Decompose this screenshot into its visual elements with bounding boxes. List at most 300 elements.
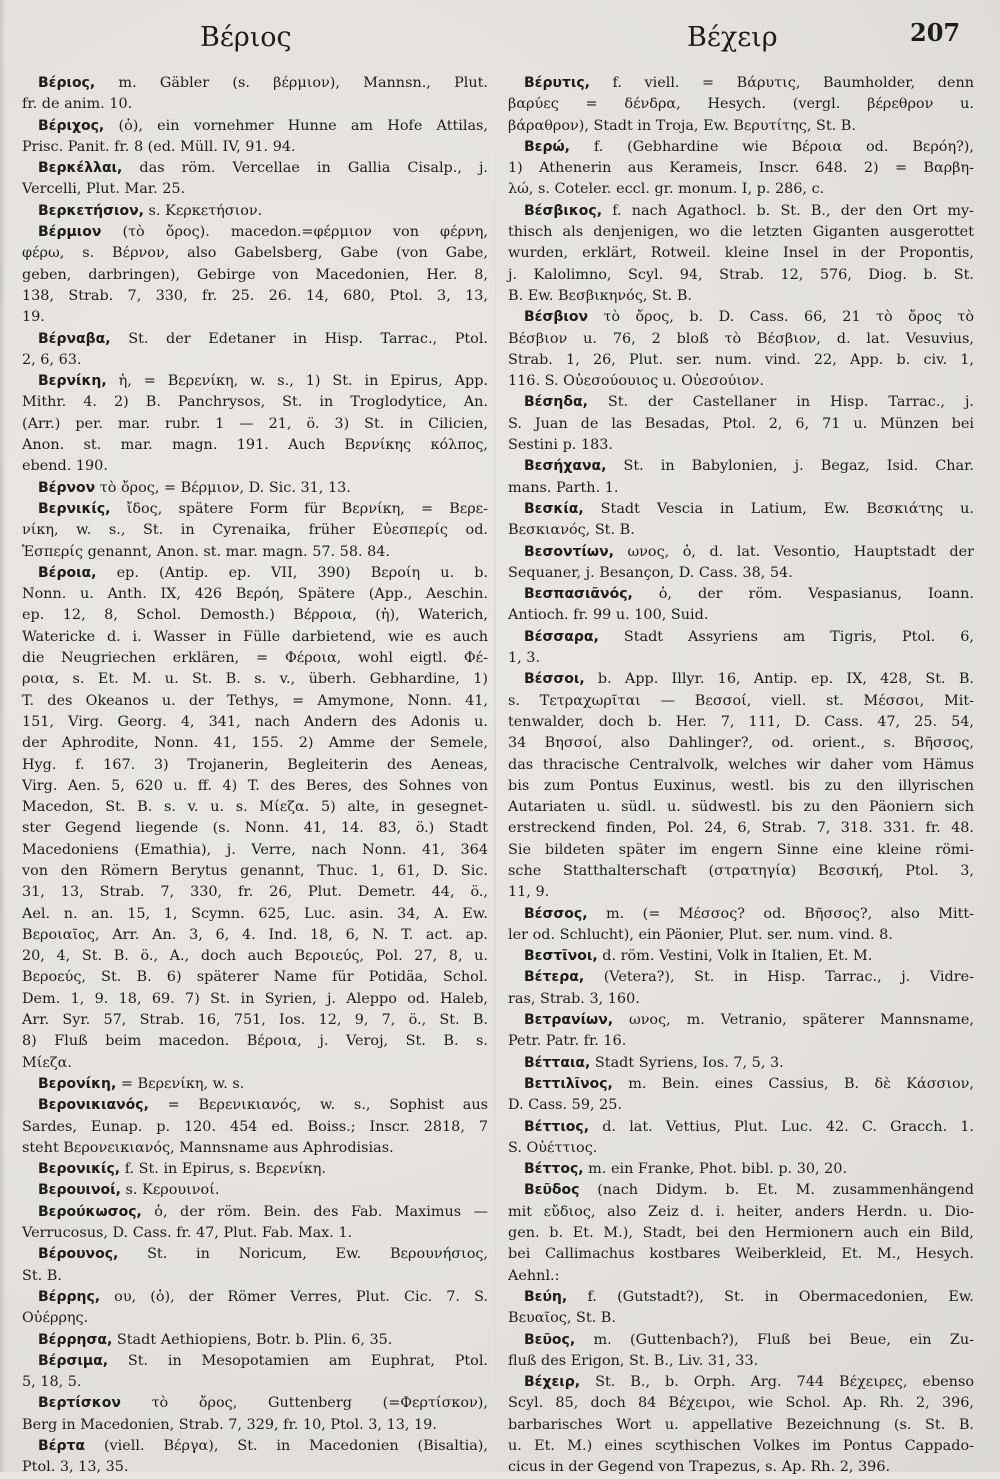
entry-text: ωνος, m. Vetranio, späterer Mannsname, — [628, 1012, 974, 1029]
entry-line — [22, 904, 488, 925]
entry-line — [22, 520, 488, 541]
entry-text: λώ, s. Coteler. eccl. gr. monum. I, p. 286, c. — [508, 181, 825, 198]
entry-text: Mithr. 4. 2) B. Panchrysos, St. in Troglodytice, An. — [22, 394, 488, 411]
entry-text: f. St. in Epirus, s. Βερενίκη. — [124, 1161, 326, 1178]
dictionary-entry — [508, 1074, 974, 1117]
entry-line — [508, 243, 974, 264]
entry-text: ster Gegend liegende (s. Nonn. 41, 14. 83, ö.) Stadt — [22, 820, 488, 837]
entry-text: Stadt Vescia in Latium, Ew. Βεσκιάτης u. — [600, 500, 975, 517]
entry-line — [22, 776, 488, 797]
dictionary-entry — [508, 669, 974, 903]
entry-headword: Βεσκία, — [524, 500, 584, 517]
entry-line — [22, 1223, 488, 1244]
entry-text: Vercelli, Plut. Mar. 25. — [22, 181, 186, 198]
entry-line — [22, 712, 488, 733]
entry-line — [508, 350, 974, 371]
entry-line — [508, 329, 974, 350]
entry-line — [22, 179, 488, 200]
entry-text: St. B. — [22, 1267, 62, 1284]
entry-text: βαρύες = δένδρα, Hesych. (vergl. βέρεθρον u. — [508, 96, 974, 113]
entry-text: sche Statthalterschaft (στρατηγία) Βεσσική, Ptol. 3, — [508, 862, 974, 879]
entry-line — [508, 94, 974, 115]
entry-text: 19. — [22, 309, 45, 326]
entry-headword: Βερτίσκον — [38, 1395, 121, 1412]
entry-headword: Βέσσοι, — [524, 671, 585, 688]
entry-line — [22, 499, 488, 520]
entry-line — [508, 989, 974, 1010]
entry-headword: Βέρυτις, — [524, 75, 590, 91]
entry-line — [22, 1244, 488, 1265]
entry-text: f. viell. = Βάρυτις, Baumholder, denn — [612, 75, 974, 91]
entry-line — [508, 1010, 974, 1031]
entry-line — [22, 329, 488, 350]
entry-text: cicus in der Gegend von Trapezus, s. Ap. Rh. 2, 396. — [508, 1459, 891, 1476]
entry-line — [508, 1457, 974, 1478]
dictionary-entry — [508, 456, 974, 499]
entry-headword: Βεσήχανα, — [524, 458, 607, 475]
entry-line — [22, 478, 488, 499]
entry-line — [22, 967, 488, 988]
entry-line — [508, 861, 974, 882]
entry-text: m. (= Μέσσος? od. Βῆσσος?, also Mitt- — [605, 905, 975, 922]
entry-text: νίκη, w. s., St. in Cyrenaika, früher Εὐεσπερίς od. — [22, 522, 488, 539]
dictionary-entry — [508, 1053, 974, 1074]
dictionary-entry — [508, 627, 974, 670]
dictionary-entry — [22, 201, 488, 222]
entry-line — [508, 1415, 974, 1436]
entry-text: = Βερενίκη, w. s. — [120, 1075, 245, 1092]
dictionary-entry — [508, 1287, 974, 1330]
entry-line — [22, 286, 488, 307]
entry-text: 8) Fluß beim macedon. Βέροια, j. Veroj, St. B. s. — [22, 1033, 488, 1050]
entry-headword: Βέσσος, — [524, 905, 588, 922]
entry-text: 138, Strab. 7, 330, fr. 25. 26. 14, 680, Ptol. 3, 13, — [22, 287, 488, 304]
dictionary-entry — [22, 1393, 488, 1436]
dictionary-entry — [22, 329, 488, 372]
entry-text: bis zum Pontus Euxinus, westl. bis zu den illyrischen — [508, 777, 974, 794]
entry-text: 11, 9. — [508, 884, 550, 901]
entry-text: B. Ew. Βεσβικηνός, St. B. — [508, 287, 692, 304]
entry-line — [508, 1436, 974, 1457]
entry-line — [508, 776, 974, 797]
entry-line — [508, 1180, 974, 1201]
entry-line — [508, 158, 974, 179]
dictionary-entry — [22, 1244, 488, 1287]
entry-text: 1) Athenerin aus Kerameis, Inscr. 648. 2) = Βαρβη- — [508, 160, 974, 177]
entry-line — [22, 840, 488, 861]
entry-headword: Βερκετήσιον, — [38, 202, 144, 219]
dictionary-entry — [508, 1159, 974, 1180]
entry-line — [22, 669, 488, 690]
entry-text: Sie bildeten später im engern Sinne eine kleine römi- — [508, 841, 974, 858]
entry-text: Ἑσπερίς genannt, Anon. st. mar. magn. 57. 58. 84. — [22, 543, 391, 560]
entry-text: Prisc. Panit. fr. 8 (ed. Müll. IV, 91. 94. — [22, 138, 296, 155]
entry-text: Βεροιαῖος, Arr. An. 3, 6, 4. Ind. 18, 6, N. T. act. ap. — [22, 926, 488, 943]
entry-text: S. Juan de las Besadas, Ptol. 2, 6, 71 u. Münzen bei — [508, 415, 974, 432]
dictionary-entry — [508, 73, 974, 137]
entry-text: Stadt Syriens, Ios. 7, 5, 3. — [594, 1054, 784, 1071]
entry-headword: Βέτταια, — [524, 1054, 591, 1071]
entry-line — [22, 307, 488, 328]
entry-line — [22, 414, 488, 435]
entry-line — [508, 797, 974, 818]
entry-line — [22, 542, 488, 563]
entry-headword: Βερνίκη, — [38, 373, 107, 390]
entry-line — [508, 201, 974, 222]
entry-line — [22, 1457, 488, 1478]
entry-text: Nonn. u. Anth. IX, 426 Βερόη, Spätere (App., Aeschin. — [22, 586, 488, 603]
entry-text: ου, (ὁ), der Römer Verres, Plut. Cic. 7. S. — [114, 1288, 488, 1305]
entry-text: Autariaten u. südl. u. südwestl. bis zu den Päoniern sich — [508, 799, 974, 816]
entry-headword: Βεσπασιᾶνός, — [524, 586, 633, 603]
entry-text: τὸ ὄρος, b. D. Cass. 66, 21 τὸ ὄρος τὸ — [603, 309, 974, 326]
entry-text: m. Bein. eines Cassius, Β. δὲ Κάσσιον, — [628, 1075, 974, 1092]
entry-line — [22, 94, 488, 115]
entry-text: Ael. n. an. 15, 1, Scymn. 625, Luc. asin. 34, A. Ew. — [22, 905, 488, 922]
entry-headword: Βέσσαρα, — [524, 628, 599, 645]
dictionary-entry — [508, 946, 974, 967]
entry-headword: Βέρναβα, — [38, 330, 111, 347]
entry-text: Dem. 1, 9. 18, 69. 7) St. in Syrien, j. Aleppo od. Haleb, — [22, 990, 488, 1007]
dictionary-entry — [22, 158, 488, 201]
page-edge-shadow — [0, 0, 6, 1472]
entry-text: Sardes, Eunap. p. 120. 454 ed. Boiss.; Inscr. 2818, 7 — [22, 1118, 488, 1135]
entry-line — [508, 414, 974, 435]
entry-line — [508, 712, 974, 733]
entry-text: St. der Castellaner in Hisp. Tarrac., j. — [607, 394, 974, 411]
column-gutter — [494, 60, 496, 1460]
entry-text: wurden, erklärt, Rotweil. kleine Insel in der Propontis, — [508, 245, 974, 262]
entry-text: Ptol. 3, 13, 35. — [22, 1459, 129, 1476]
entry-text: 2, 6, 63. — [22, 351, 82, 368]
dictionary-entry — [22, 222, 488, 328]
entry-line — [508, 1117, 974, 1138]
entry-line — [508, 286, 974, 307]
entry-line — [22, 435, 488, 456]
entry-text: (nach Didym. b. Et. M. zusammenhängend — [597, 1182, 974, 1199]
entry-text: Macedoniens (Emathia), j. Verre, nach Nonn. 41, 364 — [22, 841, 488, 858]
entry-headword: Βέρσιμα, — [38, 1352, 109, 1369]
dictionary-entry — [508, 392, 974, 456]
dictionary-entry — [508, 1117, 974, 1160]
entry-headword: Βέρρησα, — [38, 1331, 113, 1348]
entry-line — [508, 755, 974, 776]
entry-headword: Βεῦος, — [524, 1331, 576, 1348]
entry-text: ebend. 190. — [22, 458, 108, 475]
entry-text: ep. (Antip. ep. VII, 390) Βεροίη u. b. — [116, 564, 488, 581]
entry-headword: Βέσβιον — [524, 309, 588, 326]
entry-line — [22, 818, 488, 839]
entry-line — [508, 563, 974, 584]
dictionary-entry — [508, 1010, 974, 1053]
entry-line — [508, 733, 974, 754]
dictionary-entry — [508, 584, 974, 627]
entry-headword: Βετρανίων, — [524, 1012, 614, 1029]
entry-line — [22, 605, 488, 626]
entry-line — [22, 925, 488, 946]
entry-line — [508, 605, 974, 626]
entry-text: j. Kalolimno, Scyl. 94, Strab. 12, 576, Diog. b. St. — [508, 266, 974, 283]
entry-line — [22, 1010, 488, 1031]
entry-text: 151, Virg. Georg. 4, 341, nach Andern des Adonis u. — [22, 713, 488, 730]
dictionary-entry — [508, 201, 974, 307]
entry-text: mans. Parth. 1. — [508, 479, 619, 496]
entry-headword: Βεσοντίων, — [524, 543, 614, 560]
entry-line — [508, 179, 974, 200]
dictionary-entry — [22, 499, 488, 563]
entry-line — [22, 265, 488, 286]
entry-text: thisch als denjenigen, wo die letzten Giganten ausgerottet — [508, 224, 974, 241]
entry-line — [508, 882, 974, 903]
entry-line — [508, 1138, 974, 1159]
page-number: 207 — [910, 18, 961, 47]
entry-line — [508, 904, 974, 925]
dictionary-entry — [22, 1436, 488, 1479]
entry-line — [508, 584, 974, 605]
entry-headword: Βέχειρ, — [524, 1374, 581, 1391]
entry-line — [22, 1330, 488, 1351]
entry-text: s. Τετραχωρῖται — Βεσσοί, viell. st. Μέσσοι, Mit- — [508, 692, 974, 709]
entry-text: d. lat. Vettius, Plut. Luc. 42. C. Gracch. 1. — [602, 1118, 974, 1135]
entry-text: S. Οὐέττιος. — [508, 1139, 598, 1156]
dictionary-entry — [22, 116, 488, 159]
entry-line — [22, 563, 488, 584]
entry-line — [508, 946, 974, 967]
entry-text: Βεροεύς, St. B. 6) späterer Name für Potidäa, Schol. — [22, 969, 488, 986]
entry-text: ras, Strab. 3, 160. — [508, 990, 640, 1007]
entry-text: 5, 18, 5. — [22, 1374, 82, 1391]
dictionary-entry — [508, 904, 974, 947]
entry-text: Strab. 1, 26, Plut. ser. num. vind. 22, App. b. civ. 1, — [508, 351, 974, 368]
entry-text: Arr. Syr. 57, Strab. 16, 751, Ios. 12, 9, 7, ö., St. B. — [22, 1012, 488, 1029]
entry-headword: Βερονικιανός, — [38, 1097, 149, 1114]
dictionary-entry — [22, 1095, 488, 1159]
entry-text: ler od. Schlucht), ein Päonier, Plut. ser. num. vind. 8. — [508, 926, 893, 943]
entry-headword: Βέττιος, — [524, 1118, 590, 1135]
entry-line — [508, 1372, 974, 1393]
entry-line — [22, 243, 488, 264]
entry-line — [508, 1223, 974, 1244]
entry-line — [22, 797, 488, 818]
entry-text: f. (Gebhardine wie Βέροια od. Βερόη?), — [593, 138, 974, 155]
entry-text: 34 Βησσοί, also Dahlinger?, od. orient., s. Βῆσσος, — [508, 735, 974, 752]
entry-text: das thracische Centralvolk, welches wir daher vom Hämus — [508, 756, 974, 773]
entry-line — [508, 1202, 974, 1223]
entry-line — [22, 456, 488, 477]
entry-line — [22, 861, 488, 882]
entry-headword: Βέροια, — [38, 564, 97, 581]
entry-line — [508, 840, 974, 861]
dictionary-entry — [22, 371, 488, 477]
entry-headword: Βερνικίς, — [38, 500, 111, 517]
entry-text: Watericke d. i. Wasser in Fülle darbietend, wie es auch — [22, 628, 488, 645]
entry-text: Sequaner, j. Besançon, D. Cass. 38, 54. — [508, 564, 793, 581]
entry-line — [508, 73, 974, 94]
entry-headword: Βέσβικος, — [524, 202, 603, 219]
entry-line — [508, 116, 974, 137]
entry-line — [22, 1074, 488, 1095]
entry-text: barbarisches Wort u. appellative Bezeichnung (s. St. B. — [508, 1416, 974, 1433]
entry-line — [22, 158, 488, 179]
entry-text: u. Et. M.) eines scythischen Volkes im Pontus Cappado- — [508, 1438, 974, 1454]
entry-headword: Βερώ, — [524, 138, 570, 155]
entry-text: mit εὔδιος, also Zeiz d. i. heiter, anders Herdn. u. Dio- — [508, 1203, 974, 1220]
entry-text: Petr. Patr. fr. 16. — [508, 1033, 627, 1050]
entry-text: St. der Edetaner in Hisp. Tarrac., Ptol. — [128, 330, 489, 347]
entry-text: Βευαῖος, St. B. — [508, 1310, 616, 1327]
entry-line — [22, 946, 488, 967]
dictionary-entry — [22, 1074, 488, 1095]
entry-line — [22, 1351, 488, 1372]
entry-text: St. in Babylonien, j. Begaz, Isid. Char. — [623, 458, 974, 475]
entry-line — [508, 1244, 974, 1265]
entry-text: Aehnl.: — [508, 1267, 560, 1284]
entry-text: D. Cass. 59, 25. — [508, 1097, 623, 1114]
dictionary-entry — [22, 1330, 488, 1351]
entry-text: s. Κερκετήσιον. — [148, 202, 263, 219]
entry-text: 116. S. Οὐεσούουιος u. Οὐεσούιον. — [508, 373, 764, 390]
entry-text: Βέσβιον u. 76, 2 bloß τὸ Βέσβιον, d. lat. Vesuvius, — [508, 330, 974, 347]
entry-line — [508, 669, 974, 690]
entry-text: St. in Noricum, Ew. Βερουνήσιος, — [147, 1246, 488, 1263]
entry-headword: Βέττος, — [524, 1161, 584, 1178]
entry-text: ὁ, der röm. Vespasianus, Ioann. — [658, 586, 974, 603]
dictionary-entry — [22, 1180, 488, 1201]
entry-headword: Βέρνον — [38, 479, 96, 496]
entry-text: (τὸ ὄρος). macedon.=φέρμιον von φέρνη, — [122, 224, 488, 241]
entry-line — [22, 1031, 488, 1052]
entry-text: Hyg. f. 167. 3) Trojanerin, Begleiterin des Aeneas, — [22, 756, 488, 773]
entry-line — [508, 1053, 974, 1074]
entry-headword: Βέρουνος, — [38, 1246, 119, 1263]
entry-text: m. (Guttenbach?), Fluß bei Beue, ein Zu- — [593, 1331, 975, 1348]
entry-text: (viell. Βέργα), St. in Macedonien (Bisaltia), — [103, 1438, 488, 1454]
entry-text: τὸ ὄρος, Guttenberg (=Φερτίσκον), — [151, 1395, 488, 1412]
entry-text: ἴδος, spätere Form für Βερνίκη, = Βερε- — [126, 500, 488, 517]
entry-line — [22, 1117, 488, 1138]
entry-line — [22, 882, 488, 903]
entry-text: St. B., b. Orph. Arg. 744 Βέχειρες, ebenso — [595, 1374, 974, 1391]
entry-line — [508, 967, 974, 988]
entry-line — [508, 1074, 974, 1095]
dictionary-entry — [22, 563, 488, 1074]
left-running-head: Βέριος — [200, 22, 292, 53]
entry-line — [22, 350, 488, 371]
entry-text: s. Κερουινοί. — [125, 1182, 220, 1199]
entry-headword: Βεττιλῖνος, — [524, 1075, 613, 1092]
entry-text: Scyl. 85, doch 84 Βέχειροι, wie Schol. Ap. Rh. 2, 396, — [508, 1395, 974, 1412]
entry-line — [22, 222, 488, 243]
entry-text: 20, 4, St. B. ö., A., doch auch Βεροιεύς, Pol. 27, 8, u. — [22, 948, 488, 965]
entry-line — [508, 818, 974, 839]
entry-text: m. ein Franke, Phot. bibl. p. 30, 20. — [588, 1161, 848, 1178]
entry-headword: Βεστῖνοι, — [524, 948, 598, 965]
entry-text: Οὐέρρης. — [22, 1310, 89, 1327]
entry-headword: Βερούκωσος, — [38, 1203, 142, 1220]
entry-line — [508, 542, 974, 563]
entry-text: ὁ, der röm. Bein. des Fab. Maximus — — [154, 1203, 488, 1220]
dictionary-entry — [22, 1202, 488, 1245]
dictionary-entry — [508, 967, 974, 1010]
entry-line — [508, 265, 974, 286]
entry-line — [508, 1287, 974, 1308]
entry-line — [508, 222, 974, 243]
dictionary-entry — [508, 499, 974, 542]
entry-line — [508, 1308, 974, 1329]
entry-line — [508, 627, 974, 648]
entry-line — [508, 307, 974, 328]
entry-line — [22, 137, 488, 158]
entry-headword: Βέτερα, — [524, 969, 585, 986]
entry-line — [22, 1266, 488, 1287]
entry-line — [22, 1202, 488, 1223]
entry-text: die Neugriechen erklären, = Φέροια, wohl eigtl. Φέ- — [22, 650, 488, 667]
entry-text: bei Callimachus kostbares Weiberkleid, Et. M., Hesych. — [508, 1246, 974, 1263]
entry-text: d. röm. Vestini, Volk in Italien, Et. M. — [602, 948, 873, 965]
entry-line — [22, 1053, 488, 1074]
entry-line — [508, 499, 974, 520]
entry-line — [22, 627, 488, 648]
entry-line — [508, 1393, 974, 1414]
entry-line — [508, 456, 974, 477]
entry-headword: Βεύη, — [524, 1288, 568, 1305]
dictionary-entry — [508, 542, 974, 585]
entry-line — [508, 1031, 974, 1052]
entry-line — [508, 1095, 974, 1116]
entry-text: T. des Okeanos u. der Tethys, = Amymone, Nonn. 41, — [22, 692, 488, 709]
entry-line — [22, 691, 488, 712]
entry-headword: Βέρρης, — [38, 1288, 101, 1305]
entry-text: φέρω, s. Βέρνον, also Gabelsberg, Gabe (von Gabe, — [22, 245, 488, 262]
entry-text: Berg in Macedonien, Strab. 7, 329, fr. 10, Ptol. 3, 13, 19. — [22, 1416, 437, 1433]
entry-text: der Aphrodite, Nonn. 41, 155. 2) Amme der Semele, — [22, 735, 488, 752]
entry-text: b. App. Illyr. 16, Antip. ep. IX, 428, St. B. — [597, 671, 974, 688]
entry-line — [508, 392, 974, 413]
entry-headword: Βέρτα — [38, 1438, 86, 1454]
entry-line — [22, 1287, 488, 1308]
entry-headword: Βέσηδα, — [524, 394, 588, 411]
entry-text: Virg. Aen. 5, 620 u. ff. 4) T. des Beres, des Sohnes von — [22, 777, 488, 794]
entry-line — [508, 1159, 974, 1180]
entry-text: 31, 13, Strab. 7, 330, fr. 26, Plut. Demetr. 44, ö., — [22, 884, 488, 901]
entry-headword: Βερκέλλαι, — [38, 160, 123, 177]
entry-line — [508, 925, 974, 946]
entry-line — [22, 733, 488, 754]
entry-line — [22, 1095, 488, 1116]
dictionary-entry — [22, 1159, 488, 1180]
dictionary-entry — [508, 1330, 974, 1373]
entry-text: ep. 12, 8, Schol. Demosth.) Βέρροια, (ἡ), Waterich, — [22, 607, 488, 624]
entry-line — [22, 1159, 488, 1180]
entry-text: geben, darbringen), Gebirge von Macedonien, Her. 8, — [22, 266, 488, 283]
page-header — [0, 18, 1000, 58]
entry-line — [22, 73, 488, 94]
dictionary-entry — [22, 73, 488, 116]
entry-text: ωνος, ὁ, d. lat. Vesontio, Hauptstadt der — [627, 543, 975, 560]
entry-headword: Βέριχος, — [38, 117, 105, 134]
entry-text: Stadt Aethiopiens, Botr. b. Plin. 6, 35. — [116, 1331, 393, 1348]
entry-line — [508, 520, 974, 541]
entry-line — [22, 648, 488, 669]
entry-line — [22, 1436, 488, 1457]
entry-line — [22, 755, 488, 776]
entry-line — [508, 371, 974, 392]
entry-text: Μίεζα. — [22, 1054, 72, 1071]
entry-line — [22, 1393, 488, 1414]
entry-headword: Βερονικίς, — [38, 1161, 121, 1178]
right-running-head: Βέχειρ — [687, 22, 778, 53]
entry-headword: Βέρμιον — [38, 224, 102, 241]
